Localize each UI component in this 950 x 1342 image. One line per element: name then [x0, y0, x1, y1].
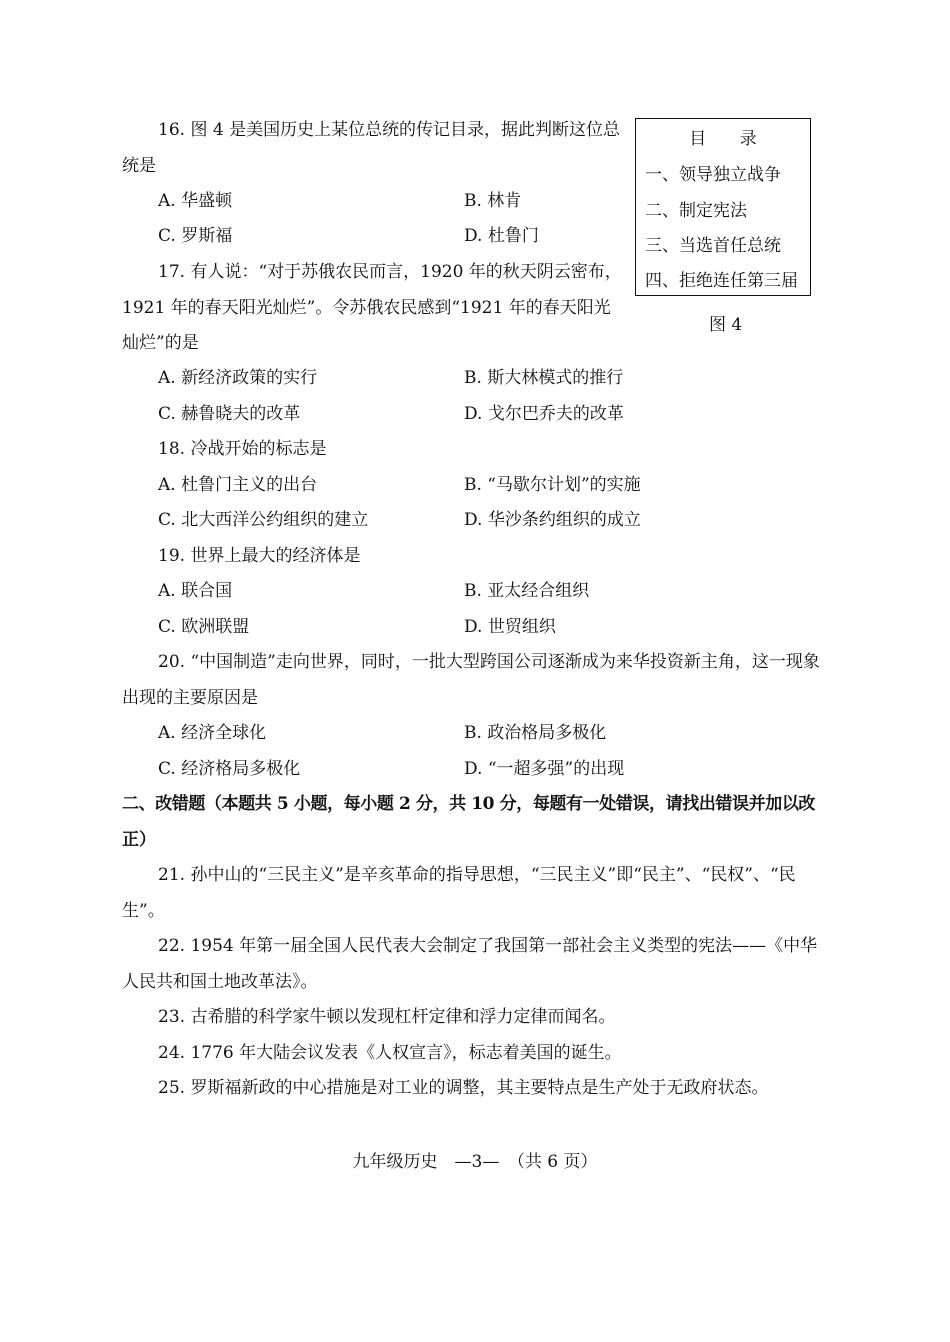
- figure-4-catalog-box: [635, 118, 811, 296]
- q19-stem: 19. 世界上最大的经济体是: [158, 546, 361, 566]
- q19-option-a: A. 联合国: [158, 581, 233, 601]
- figure-4-caption: 图 4: [709, 315, 743, 335]
- catalog-item-2: 二、制定宪法: [645, 201, 747, 221]
- q18-stem: 18. 冷战开始的标志是: [158, 439, 327, 459]
- q25: 25. 罗斯福新政的中心措施是对工业的调整，其主要特点是生产处于无政府状态。: [158, 1078, 769, 1098]
- q17-option-d: D. 戈尔巴乔夫的改革: [464, 404, 624, 424]
- q17-option-b: B. 斯大林模式的推行: [464, 368, 624, 388]
- section2-heading-line1: 二、改错题（本题共 5 小题，每小题 2 分，共 10 分，每题有一处错误，请找出错误并加以改: [122, 794, 816, 814]
- q16-stem-line1: 16. 图 4 是美国历史上某位总统的传记目录，据此判断这位总: [158, 120, 621, 140]
- catalog-item-4: 四、拒绝连任第三届: [645, 271, 798, 291]
- section2-heading-line2: 正）: [122, 830, 156, 850]
- q22-line1: 22. 1954 年第一届全国人民代表大会制定了我国第一部社会主义类型的宪法——《中华: [158, 936, 818, 956]
- q23: 23. 古希腊的科学家牛顿以发现杠杆定律和浮力定律而闻名。: [158, 1007, 616, 1027]
- q18-option-a: A. 杜鲁门主义的出台: [158, 475, 318, 495]
- q20-option-d: D. “一超多强”的出现: [464, 759, 625, 779]
- q19-option-d: D. 世贸组织: [464, 617, 556, 637]
- q20-option-c: C. 经济格局多极化: [158, 759, 301, 779]
- q18-option-d: D. 华沙条约组织的成立: [464, 510, 641, 530]
- q24: 24. 1776 年大陆会议发表《人权宣言》，标志着美国的诞生。: [158, 1043, 622, 1063]
- q19-option-b: B. 亚太经合组织: [464, 581, 590, 601]
- catalog-item-3: 三、当选首任总统: [645, 236, 781, 256]
- q17-stem-line2: 1921 年的春天阳光灿烂”。令苏俄农民感到“1921 年的春天阳光: [122, 298, 611, 318]
- q16-option-b: B. 林肯: [464, 191, 522, 211]
- q20-stem-line2: 出现的主要原因是: [122, 688, 258, 708]
- page-footer: 九年级历史 —3— （共 6 页）: [352, 1152, 598, 1172]
- q18-option-b: B. “马歇尔计划”的实施: [464, 475, 641, 495]
- q16-option-d: D. 杜鲁门: [464, 226, 539, 246]
- q17-stem-line3: 灿烂”的是: [122, 333, 199, 353]
- q16-option-a: A. 华盛顿: [158, 191, 233, 211]
- q21-line2: 生”。: [122, 901, 165, 921]
- q20-option-a: A. 经济全球化: [158, 723, 267, 743]
- q17-option-a: A. 新经济政策的实行: [158, 368, 318, 388]
- q22-line2: 人民共和国土地改革法》。: [122, 972, 318, 992]
- q16-option-c: C. 罗斯福: [158, 226, 233, 246]
- q17-option-c: C. 赫鲁晓夫的改革: [158, 404, 301, 424]
- catalog-item-1: 一、领导独立战争: [645, 165, 781, 185]
- catalog-title: 目 录: [689, 129, 771, 149]
- q17-stem-line1: 17. 有人说：“对于苏俄农民而言，1920 年的秋天阴云密布，: [158, 262, 622, 282]
- q18-option-c: C. 北大西洋公约组织的建立: [158, 510, 369, 530]
- q19-option-c: C. 欧洲联盟: [158, 617, 250, 637]
- q21-line1: 21. 孙中山的“三民主义”是辛亥革命的指导思想，“三民主义”即“民主”、“民权”、“民: [158, 865, 796, 885]
- q16-stem-line2: 统是: [122, 156, 156, 176]
- q20-stem-line1: 20. “中国制造”走向世界，同时，一批大型跨国公司逐渐成为来华投资新主角，这一现象: [158, 652, 820, 672]
- q20-option-b: B. 政治格局多极化: [464, 723, 607, 743]
